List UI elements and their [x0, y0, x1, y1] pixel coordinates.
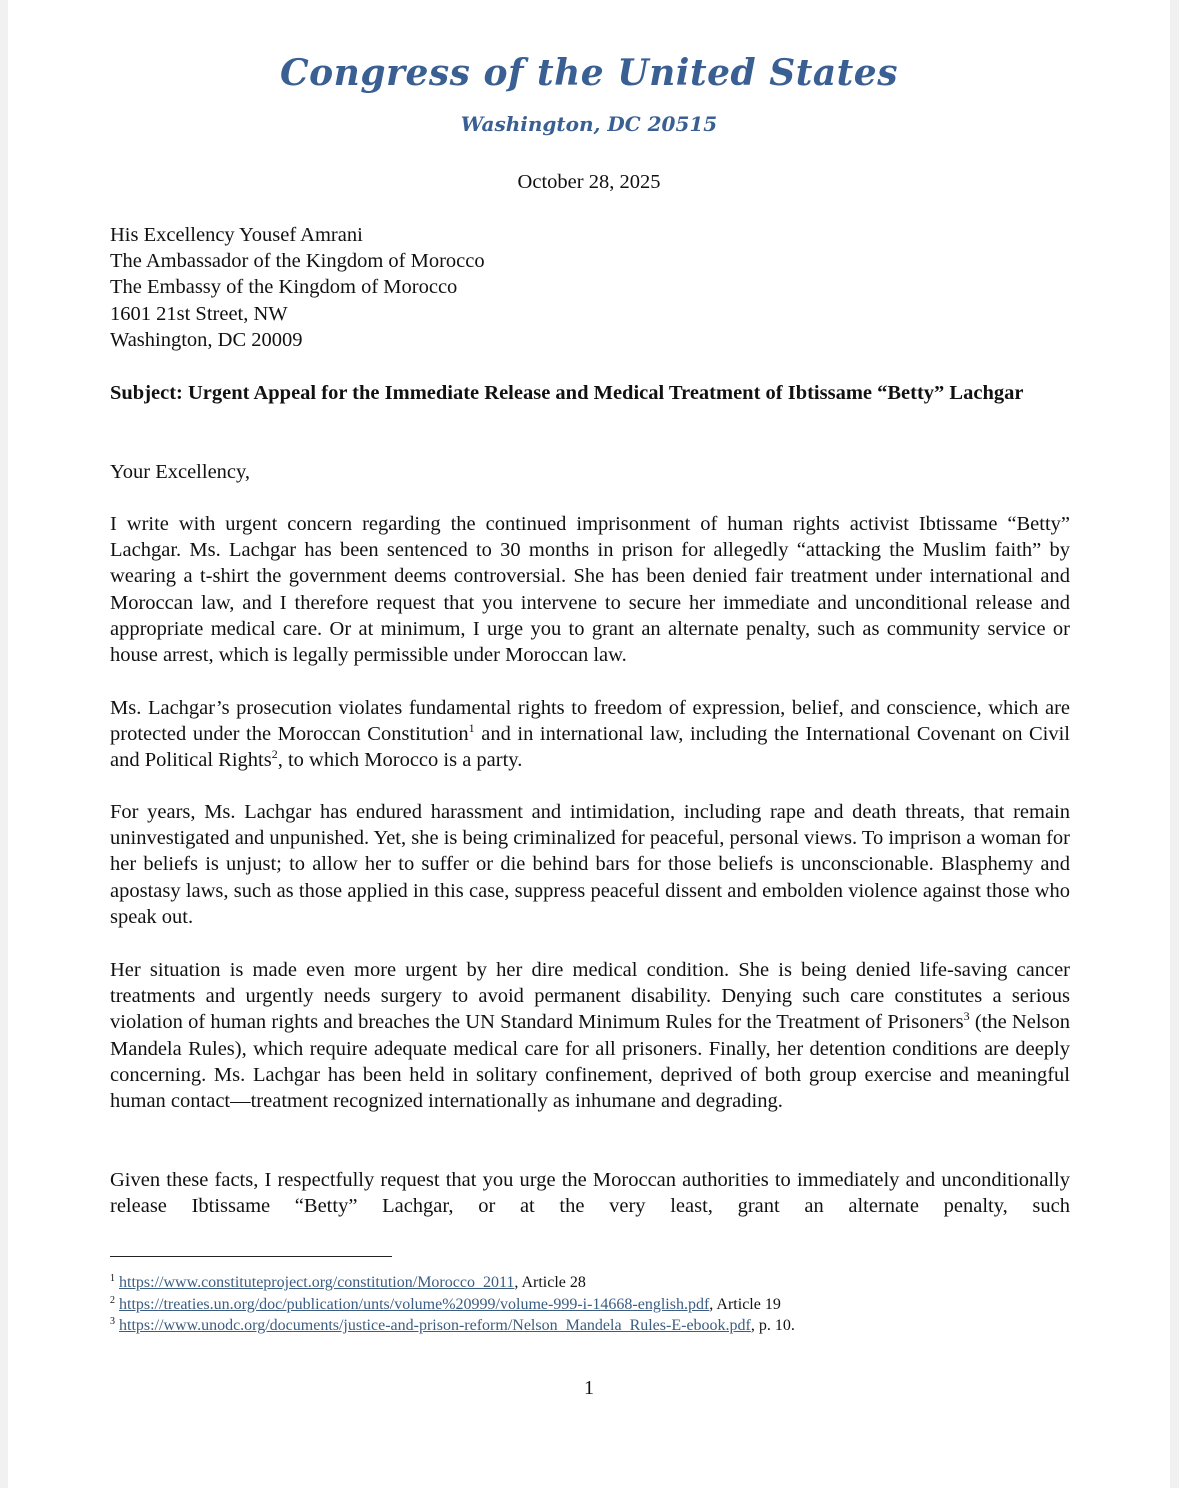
address-line: His Excellency Yousef Amrani	[110, 224, 363, 246]
footnote-link-2[interactable]: https://treaties.un.org/doc/publication/unts/volume%20999/volume-999-i-14668-english.pdf	[119, 1295, 710, 1313]
address-line: 1601 21st Street, NW	[110, 302, 288, 325]
footnote-2: $^2$ https://treaties.un.org/doc/publication/unts/volume%20999/volume-999-i-14668-english.pdf, Article 19	[110, 1294, 781, 1313]
address-line: Washington, DC 20009	[110, 328, 303, 351]
footnote-link-1[interactable]: https://www.constituteproject.org/constitution/Morocco_2011	[119, 1274, 515, 1291]
footnote-ref-2: 2	[271, 747, 278, 762]
paragraph-3: For years, Ms. Lachgar has endured harassment and intimidation, including rape and death threats, that remain uninvestigated and unpunished. Yet, she is being criminalized for peaceful, personal views. To imprison a woman for her beliefs is unjust; to allow her to suffer or die behind bars for those beliefs is unconscionable. Blasphemy and apostasy laws, such as those applied in this case, suppress peaceful dissent and embolden violence against those who speak out.	[110, 801, 1070, 928]
document-page	[8, 0, 1170, 1488]
address-line: The Embassy of the Kingdom of Morocco	[110, 276, 458, 299]
letterhead-subtitle: Washington, DC 20515	[460, 112, 718, 136]
subject-line: Subject: Urgent Appeal for the Immediate Release and Medical Treatment of Ibtissame “Betty” Lachgar	[110, 382, 1024, 404]
letter-date: October 28, 2025	[517, 171, 661, 193]
page-number: 1	[584, 1377, 594, 1399]
address-line: The Ambassador of the Kingdom of Morocco	[110, 250, 485, 273]
paragraph-2: Ms. Lachgar’s prosecution violates fundamental rights to freedom of expression, belief, and conscience, which are protected under the Moroccan Constitution$^1$ and in international law, including the International Covenant on Civil and Political Rights$^2$, to which Morocco is a party.	[110, 697, 1071, 772]
salutation: Your Excellency,	[110, 461, 251, 483]
footnote-ref-1: 1	[468, 721, 475, 736]
footnote-divider	[110, 1256, 392, 1257]
paragraph-4: Her situation is made even more urgent by her dire medical condition. She is being denied life-saving cancer treatments and urgently needs surgery to avoid permanent disability. Denying such care constitutes a serious violation of human rights and breaches the UN Standard Minimum Rules for the Treatment of Prisoners$^3$ (the Nelson Mandela Rules), which require adequate medical care for all prisoners. Finally, her detention conditions are deeply concerning. Ms. Lachgar has been held in solitary confinement, deprived of both group exercise and meaningful human contact—treatment recognized internationally as inhumane and degrading.	[110, 959, 1070, 1113]
footnote-ref-3: 3	[963, 1009, 970, 1024]
footnote-1: $^1$ https://www.constituteproject.org/constitution/Morocco_2011, Article 28	[110, 1273, 586, 1291]
footnote-3: $^3$ https://www.unodc.org/documents/justice-and-prison-reform/Nelson_Mandela_Rules-E-ebook.pdf, p. 10.	[110, 1316, 795, 1334]
footnotes	[110, 1272, 795, 1337]
paragraph-1: I write with urgent concern regarding the continued imprisonment of human rights activist Ibtissame “Betty” Lachgar. Ms. Lachgar has been sentenced to 30 months in prison for allegedly “attacking the Muslim faith” by wearing a t-shirt the government deems controversial. She has been denied fair treatment under international and Moroccan law, and I therefore request that you intervene to secure her immediate and unconditional release and appropriate medical care. Or at minimum, I urge you to grant an alternate penalty, such as community service or house arrest, which is legally permissible under Moroccan law.	[110, 513, 1070, 667]
paragraph-5: Given these facts, I respectfully request that you urge the Moroccan authorities to immediately and unconditionally release Ibtissame “Betty” Lachgar, or at the very least, grant an alternate penalty, such	[110, 1169, 1070, 1218]
recipient-address	[110, 222, 1070, 353]
letterhead-title: Congress of the United States	[280, 52, 898, 94]
footnote-link-3[interactable]: https://www.unodc.org/documents/justice-and-prison-reform/Nelson_Mandela_Rules-E-ebook.pdf	[119, 1317, 751, 1334]
